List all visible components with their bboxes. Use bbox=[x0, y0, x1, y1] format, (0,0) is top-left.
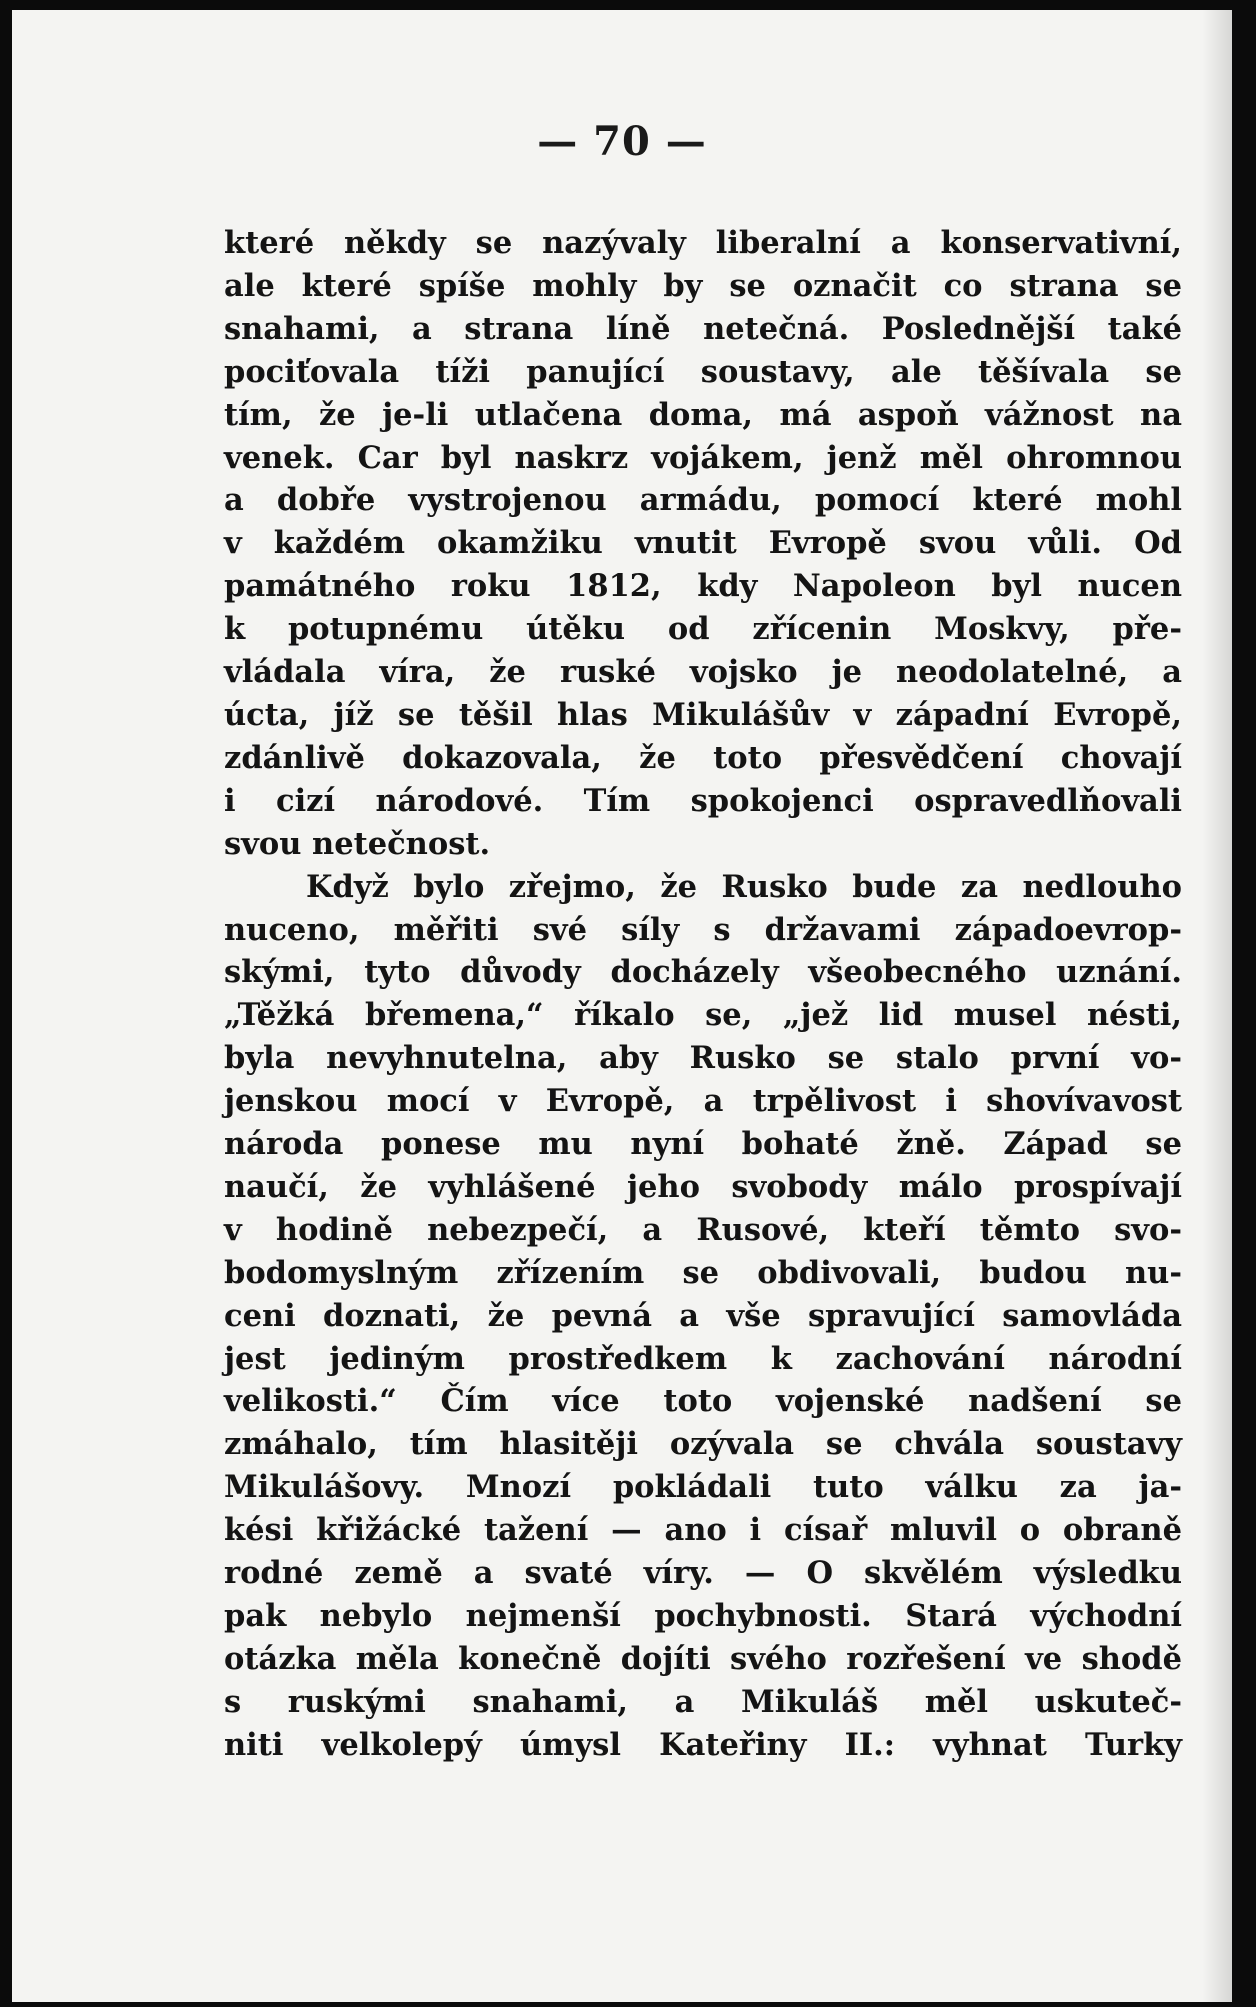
text-line: ale které spíše mohly by se označit co strana se bbox=[224, 267, 1182, 304]
text-line: byla nevyhnutelna, aby Rusko se stalo první vo- bbox=[224, 1040, 1182, 1077]
page-edge-shadow bbox=[1202, 10, 1232, 2002]
text-line: velikosti.“ Čím více toto vojenské nadšení se bbox=[224, 1383, 1182, 1420]
text-line: i cizí národové. Tím spokojenci ospravedlňovali bbox=[224, 782, 1182, 819]
text-line: naučí, že vyhlášené jeho svobody málo prospívají bbox=[224, 1168, 1182, 1205]
text-line: otázka měla konečně dojíti svého rozřešení ve shodě bbox=[224, 1640, 1182, 1677]
text-line: a dobře vystrojenou armádu, pomocí které mohl bbox=[224, 482, 1182, 519]
text-line: niti velkolepý úmysl Kateřiny II.: vyhnat Turky bbox=[224, 1726, 1182, 1763]
text-line: vládala víra, že ruské vojsko je neodolatelné, a bbox=[224, 654, 1182, 691]
text-line: ceni doznati, že pevná a vše spravující samovláda bbox=[224, 1297, 1182, 1334]
paragraph-start-line: Když bylo zřejmo, že Rusko bude za nedlouho bbox=[306, 868, 1182, 905]
text-line: památného roku 1812, kdy Napoleon byl nucen bbox=[224, 568, 1182, 605]
text-line: Mikulášovy. Mnozí pokládali tuto válku za ja- bbox=[224, 1469, 1182, 1506]
text-line: kési křižácké tažení — ano i císař mluvil o obraně bbox=[224, 1512, 1182, 1549]
text-line: s ruskými snahami, a Mikuláš měl uskuteč- bbox=[224, 1683, 1182, 1720]
text-line: snahami, a strana líně netečná. Poslednější také bbox=[224, 310, 1182, 347]
text-line: jenskou mocí v Evropě, a trpělivost i shovívavost bbox=[224, 1083, 1182, 1120]
text-line: jest jediným prostředkem k zachování národní bbox=[224, 1340, 1182, 1377]
text-line: venek. Car byl naskrz vojákem, jenž měl ohromnou bbox=[224, 439, 1182, 476]
text-line: národa ponese mu nyní bohaté žně. Západ se bbox=[224, 1126, 1182, 1163]
text-line: rodné země a svaté víry. — O skvělém výsledku bbox=[224, 1555, 1182, 1592]
text-line: které někdy se nazývaly liberalní a konservativní, bbox=[224, 225, 1182, 261]
text-line: tím, že je-li utlačena doma, má aspoň vážnost na bbox=[224, 396, 1182, 433]
paragraph-end-line: svou netečnost. bbox=[224, 825, 491, 862]
page-number: — 70 — bbox=[537, 118, 707, 165]
text-line: pak nebylo nejmenší pochybnosti. Stará východní bbox=[224, 1598, 1182, 1634]
text-line: skými, tyto důvody docházely všeobecného uznání. bbox=[224, 954, 1182, 991]
body-text bbox=[224, 222, 1182, 1767]
text-line: nuceno, měřiti své síly s državami západoevrop- bbox=[224, 911, 1182, 948]
text-line: v každém okamžiku vnutit Evropě svou vůli. Od bbox=[224, 525, 1182, 562]
text-line: k potupnému útěku od zřícenin Moskvy, pře- bbox=[224, 611, 1182, 648]
text-line: zmáhalo, tím hlasitěji ozývala se chvála soustavy bbox=[224, 1426, 1182, 1463]
text-line: pociťovala tíži panující soustavy, ale těšívala se bbox=[224, 353, 1182, 390]
text-line: bodomyslným zřízením se obdivovali, budou nu- bbox=[224, 1254, 1182, 1291]
book-page bbox=[12, 10, 1232, 2002]
text-line: zdánlivě dokazovala, že toto přesvědčení chovají bbox=[224, 739, 1182, 776]
text-line: úcta, jíž se těšil hlas Mikulášův v západní Evropě, bbox=[224, 696, 1182, 733]
text-line: v hodině nebezpečí, a Rusové, kteří těmto svo- bbox=[224, 1211, 1182, 1248]
text-line: „Těžká břemena,“ říkalo se, „jež lid musel nésti, bbox=[224, 997, 1182, 1034]
